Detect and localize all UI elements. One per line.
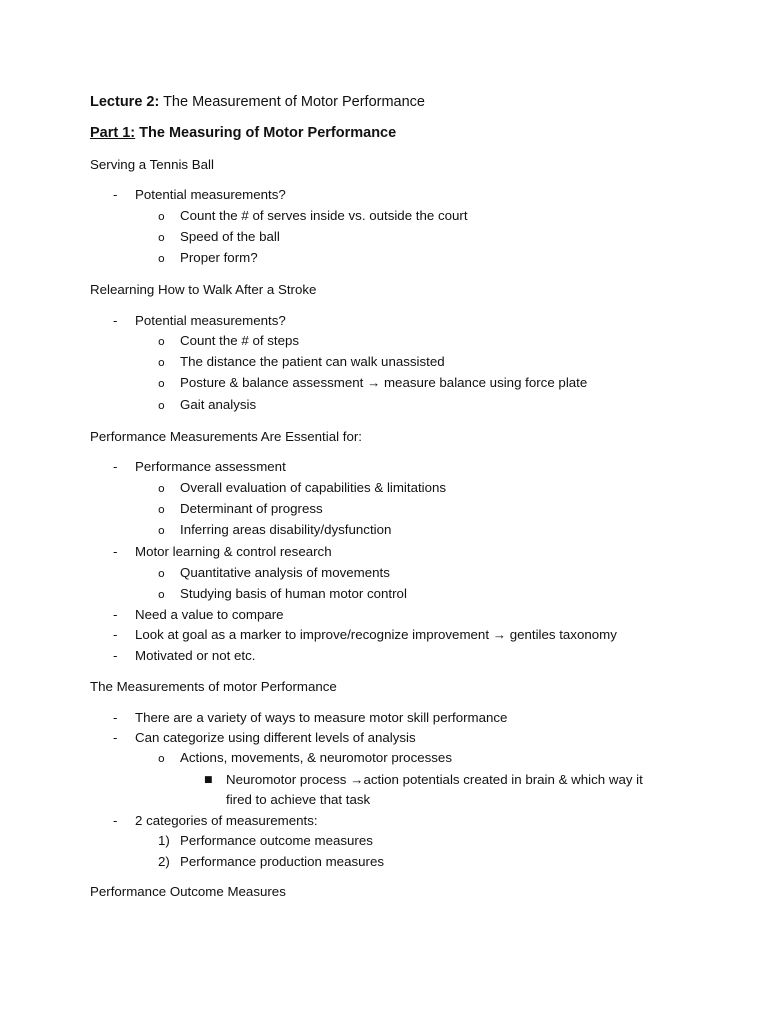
- list-item: Performance assessment: [135, 459, 286, 474]
- section-heading-tennis: Serving a Tennis Ball: [90, 157, 214, 172]
- part-heading: [90, 125, 396, 142]
- dash-bullet: -: [113, 730, 118, 745]
- dash-bullet: -: [113, 627, 118, 642]
- dash-bullet: -: [113, 544, 118, 559]
- list-item: Can categorize using different levels of analysis: [135, 730, 416, 745]
- dash-bullet: -: [113, 813, 118, 828]
- lecture-label: Lecture 2:: [90, 94, 160, 110]
- lecture-heading: [90, 94, 425, 111]
- list-item: There are a variety of ways to measure motor skill performance: [135, 710, 508, 725]
- list-item: Studying basis of human motor control: [180, 586, 407, 601]
- dash-bullet: -: [113, 607, 118, 622]
- list-item: Speed of the ball: [180, 229, 280, 244]
- circle-bullet-icon: o: [158, 588, 165, 601]
- list-item: Neuromotor process →action potentials created in brain & which way it: [226, 772, 643, 787]
- list-item: Count the # of serves inside vs. outside the court: [180, 208, 468, 223]
- list-number: 1): [158, 833, 170, 848]
- list-item: Motor learning & control research: [135, 544, 332, 559]
- circle-bullet-icon: o: [158, 252, 165, 265]
- circle-bullet-icon: o: [158, 399, 165, 412]
- list-number: 2): [158, 854, 170, 869]
- list-item: Performance outcome measures: [180, 833, 373, 848]
- list-item: Count the # of steps: [180, 333, 300, 348]
- circle-bullet-icon: o: [158, 503, 165, 516]
- list-item: 2 categories of measurements:: [135, 813, 318, 828]
- dash-bullet: -: [113, 710, 118, 725]
- list-item: Quantitative analysis of movements: [180, 565, 390, 580]
- dash-bullet: -: [113, 187, 118, 202]
- list-item: Potential measurements?: [135, 187, 286, 202]
- part-title: The Measuring of Motor Performance: [135, 125, 397, 141]
- circle-bullet-icon: o: [158, 335, 165, 348]
- circle-bullet-icon: o: [158, 567, 165, 580]
- list-item: Look at goal as a marker to improve/recognize improvement → gentiles taxonomy: [135, 627, 617, 642]
- section-heading-stroke: Relearning How to Walk After a Stroke: [90, 282, 317, 297]
- dash-bullet: -: [113, 648, 118, 663]
- circle-bullet-icon: o: [158, 377, 165, 390]
- dash-bullet: -: [113, 313, 118, 328]
- list-item-continuation: fired to achieve that task: [226, 792, 371, 807]
- circle-bullet-icon: o: [158, 356, 165, 369]
- list-item: Inferring areas disability/dysfunction: [180, 522, 392, 537]
- list-item: Actions, movements, & neuromotor processes: [180, 750, 452, 765]
- section-heading-measurements: The Measurements of motor Performance: [90, 679, 337, 694]
- list-item: Proper form?: [180, 250, 258, 265]
- circle-bullet-icon: o: [158, 482, 165, 495]
- square-bullet-icon: ■: [204, 775, 213, 785]
- section-heading-essential: Performance Measurements Are Essential for:: [90, 429, 362, 444]
- circle-bullet-icon: o: [158, 524, 165, 537]
- list-item: Motivated or not etc.: [135, 648, 256, 663]
- list-item: Posture & balance assessment → measure balance using force plate: [180, 375, 588, 390]
- list-item: Determinant of progress: [180, 501, 323, 516]
- list-item: Need a value to compare: [135, 607, 284, 622]
- lecture-title: The Measurement of Motor Performance: [159, 94, 425, 110]
- circle-bullet-icon: o: [158, 210, 165, 223]
- circle-bullet-icon: o: [158, 231, 165, 244]
- circle-bullet-icon: o: [158, 752, 165, 765]
- list-item: Overall evaluation of capabilities & limitations: [180, 480, 447, 495]
- list-item: Performance production measures: [180, 854, 384, 869]
- part-label: Part 1:: [90, 125, 136, 141]
- list-item: Gait analysis: [180, 397, 257, 412]
- list-item: The distance the patient can walk unassisted: [180, 354, 445, 369]
- dash-bullet: -: [113, 459, 118, 474]
- section-heading-outcome: Performance Outcome Measures: [90, 884, 286, 899]
- list-item: Potential measurements?: [135, 313, 286, 328]
